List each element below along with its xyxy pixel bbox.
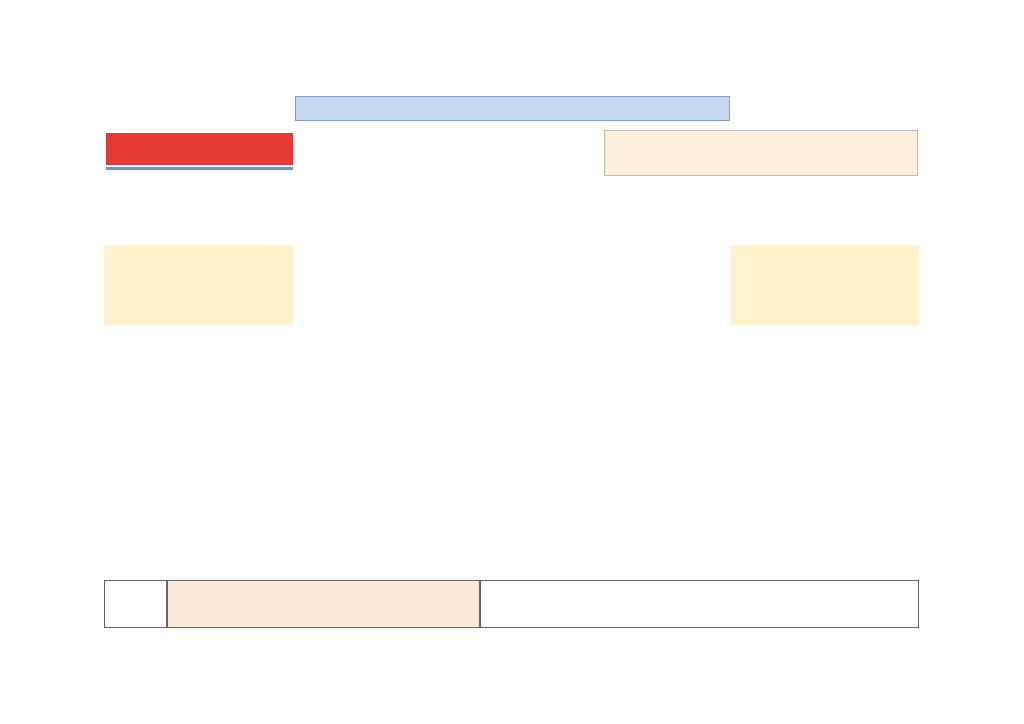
lucky-panel [480, 580, 919, 628]
top-banner [604, 130, 918, 176]
bottom-banner [167, 580, 480, 628]
desc-right-panel [731, 245, 919, 325]
period-legend [293, 245, 731, 325]
biorhythm-chart [104, 459, 919, 580]
desc-left-panel [104, 245, 293, 325]
honmei-badge [106, 133, 293, 165]
bottom-star [104, 580, 167, 628]
honmei-underline [106, 167, 293, 170]
title-box [295, 96, 730, 121]
